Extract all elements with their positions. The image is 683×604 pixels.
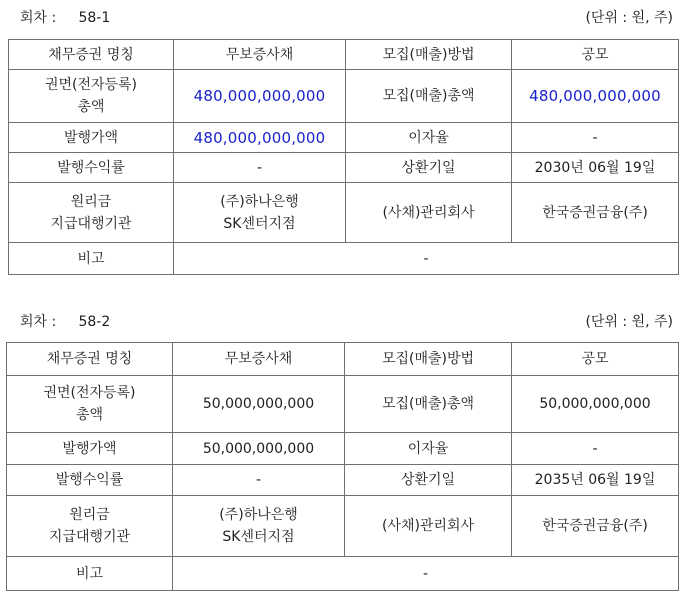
face-label [7, 376, 173, 433]
maturity-value: 2035년 06월 19일 [512, 465, 679, 496]
name-value: 무보증사채 [174, 40, 346, 70]
table-row [9, 183, 679, 243]
table-row [7, 343, 679, 376]
face-label-line1: 권면(전자등록) [43, 385, 136, 401]
agent-label [7, 496, 173, 557]
bond-table-2 [6, 342, 679, 591]
method-label: 모집(매출)방법 [346, 40, 512, 70]
offer-total-label: 모집(매출)총액 [345, 376, 512, 433]
agent-value-line2: SK센터지점 [223, 215, 296, 232]
manager-value: 한국증권금융(주) [512, 183, 679, 243]
table-row [9, 40, 679, 70]
maturity-label: 상환기일 [346, 153, 512, 183]
face-value: 50,000,000,000 [173, 376, 345, 433]
remarks-value: - [174, 243, 679, 275]
rate-label: 이자율 [346, 123, 512, 153]
yield-label: 발행수익률 [7, 465, 173, 496]
name-label: 채무증권 명칭 [7, 343, 173, 376]
yield-value: - [173, 465, 345, 496]
maturity-value: 2030년 06월 19일 [512, 153, 679, 183]
remarks-value: - [173, 557, 679, 591]
issue-price-value: 480,000,000,000 [174, 123, 346, 153]
method-value: 공모 [512, 40, 679, 70]
remarks-label: 비고 [9, 243, 174, 275]
agent-value-line1: (주)하나은행 [220, 193, 299, 210]
agent-value-line1: (주)하나은행 [219, 507, 298, 523]
yield-value: - [174, 153, 346, 183]
table-row [7, 465, 679, 496]
agent-label-line2: 지급대행기관 [48, 529, 131, 545]
round-label-text: 회차 : [20, 10, 57, 26]
table-row [7, 557, 679, 591]
rate-value: - [512, 433, 679, 465]
manager-value: 한국증권금융(주) [512, 496, 679, 557]
round-number: 58-1 [78, 10, 111, 26]
face-label-line2: 총액 [77, 99, 105, 115]
table-caption-1 [0, 3, 683, 29]
face-label [9, 70, 174, 123]
maturity-label: 상환기일 [345, 465, 512, 496]
face-label-line1: 권면(전자등록) [44, 77, 138, 93]
issue-price-label: 발행가액 [7, 433, 173, 465]
table-row [7, 433, 679, 465]
rate-value: - [512, 123, 679, 153]
agent-value [173, 496, 345, 557]
manager-label: (사채)관리회사 [345, 496, 512, 557]
table-row [9, 123, 679, 153]
table-caption-2 [0, 307, 683, 333]
issue-price-label: 발행가액 [9, 123, 174, 153]
rate-label: 이자율 [345, 433, 512, 465]
offer-total-label: 모집(매출)총액 [346, 70, 512, 123]
round-label-1 [20, 7, 110, 27]
offer-total-value: 50,000,000,000 [512, 376, 679, 433]
unit-note: (단위 : 원, 주) [585, 10, 673, 26]
round-label-2 [20, 311, 110, 331]
name-label: 채무증권 명칭 [9, 40, 174, 70]
face-value: 480,000,000,000 [174, 70, 346, 123]
table-row [9, 243, 679, 275]
remarks-label: 비고 [7, 557, 173, 591]
method-label: 모집(매출)방법 [345, 343, 512, 376]
table-row [9, 153, 679, 183]
agent-value-line2: SK센터지점 [222, 529, 295, 545]
name-value: 무보증사채 [173, 343, 345, 376]
table-row [7, 376, 679, 433]
face-label-line2: 총액 [75, 407, 104, 423]
method-value: 공모 [512, 343, 679, 376]
agent-value [174, 183, 346, 243]
bond-table-1 [8, 39, 679, 275]
round-number: 58-2 [78, 314, 111, 330]
issue-price-value: 50,000,000,000 [173, 433, 345, 465]
agent-label [9, 183, 174, 243]
manager-label: (사채)관리회사 [346, 183, 512, 243]
table-row [9, 70, 679, 123]
round-label-text: 회차 : [20, 314, 57, 330]
unit-note: (단위 : 원, 주) [585, 314, 673, 330]
agent-label-line2: 지급대행기관 [50, 215, 132, 232]
table-row [7, 496, 679, 557]
agent-label-line1: 원리금 [69, 507, 110, 523]
offer-total-value: 480,000,000,000 [512, 70, 679, 123]
yield-label: 발행수익률 [9, 153, 174, 183]
agent-label-line1: 원리금 [70, 193, 112, 210]
